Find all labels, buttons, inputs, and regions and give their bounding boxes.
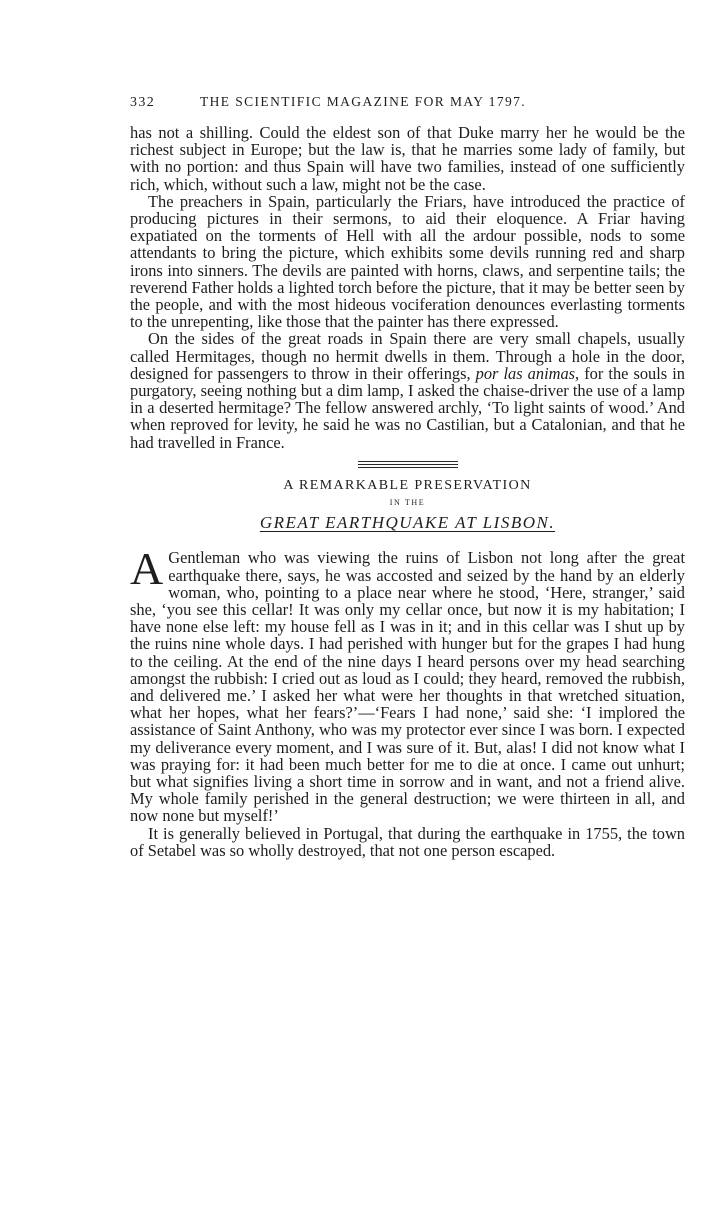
divider-rule xyxy=(358,464,458,465)
lisbon-story-text: Gentleman who was viewing the ruins of Lisbon not long after the great earthquake there, says, he was accosted and seized by the hand by an elderly woman, who, pointing to a place near where he stood, ‘Here, stranger,’ said she, ‘you see this cellar! It was only my cellar once, but now it is my habitation; I have none else left: my house fell as I was in it; and in this cellar was I shut up by the ruins nine whole days. I had perished with hunger but for the grapes I had hung to the ceiling. At the end of the nine days I heard persons over my head searching amongst the rubbish: I cried out as loud as I could; they heard, removed the rubbish, and delivered me.’ I asked her what were her thoughts in that wretched situation, what her hopes, what her fears?’—‘Fears I had none,’ said she: ‘I implored the assistance of Saint Anthony, who was my protector ever since I was born. I expected my deliverance every moment, and I was sure of it. But, alas! I did not know what I was praying for: it had been much better for me to die at once. I came out unhurt; but what signifies living a short time in sorrow and in want, and not a friend alive. My whole family perished in the general destruction; we were thirteen in all, and now none but myself!’ xyxy=(130,548,685,826)
paragraph-spain-law: has not a shilling. Could the eldest son of that Duke marry her he would be the richest subject in Europe; but the law is, that he marries some lady of family, but with no portion: and thus Spain will have two families, instead of one sufficiently rich, which, without such a law, might not be the case. xyxy=(130,123,685,194)
hermitages-text-start: On the sides of the great roads in Spain there are very small chapels, usually called Hermitages, though no hermit dwells in them. Through a hole in the door, designed for passengers to throw in their offerings, xyxy=(130,329,685,383)
divider-rule xyxy=(358,467,458,468)
latin-phrase: por las animas xyxy=(475,363,576,383)
drop-cap: A xyxy=(130,543,164,595)
page xyxy=(130,94,685,859)
paragraph-setabel: It is generally believed in Portugal, that during the earthquake in 1755, the town of Setabel was so wholly destroyed, that not one person escaped. xyxy=(130,823,685,860)
article-heading-connector: IN THE xyxy=(389,498,426,508)
running-title: THE SCIENTIFIC MAGAZINE FOR MAY 1797. xyxy=(200,94,527,109)
paragraph-preachers: The preachers in Spain, particularly the Friars, have introduced the practice of producing pictures in their sermons, to aid their eloquence. A Friar having expatiated on the torments of Hell with all the ardour possible, nods to some attendants to bring the picture, which exhibits some devils running red and sharp irons into sinners. The devils are painted with horns, claws, and serpentine tails; the reverend Father holds a lighted torch before the picture, that it may be better seen by the people, and with the most hideous vociferation denounces everlasting torments to the unrepenting, like those that the painter has there expressed. xyxy=(130,191,685,332)
article-heading: A REMARKABLE PRESERVATION xyxy=(283,478,532,494)
page-number: 332 xyxy=(130,95,156,110)
divider-rule xyxy=(358,461,458,462)
section-divider xyxy=(358,461,458,469)
running-head xyxy=(130,94,685,112)
hermitages-text-end: , for the souls in purgatory, seeing nothing but a dim lamp, I asked the chaise-driver the use of a lamp in a deserted hermitage? The fellow answered archly, ‘To light saints of wood.’ And when reproved for levity, he said he was no Castilian, but a Catalonian, and that he had travelled in France. xyxy=(130,363,685,452)
article-title: GREAT EARTHQUAKE AT LISBON. xyxy=(259,513,556,533)
paragraph-hermitages xyxy=(130,330,685,450)
paragraph-lisbon-story xyxy=(130,543,685,826)
